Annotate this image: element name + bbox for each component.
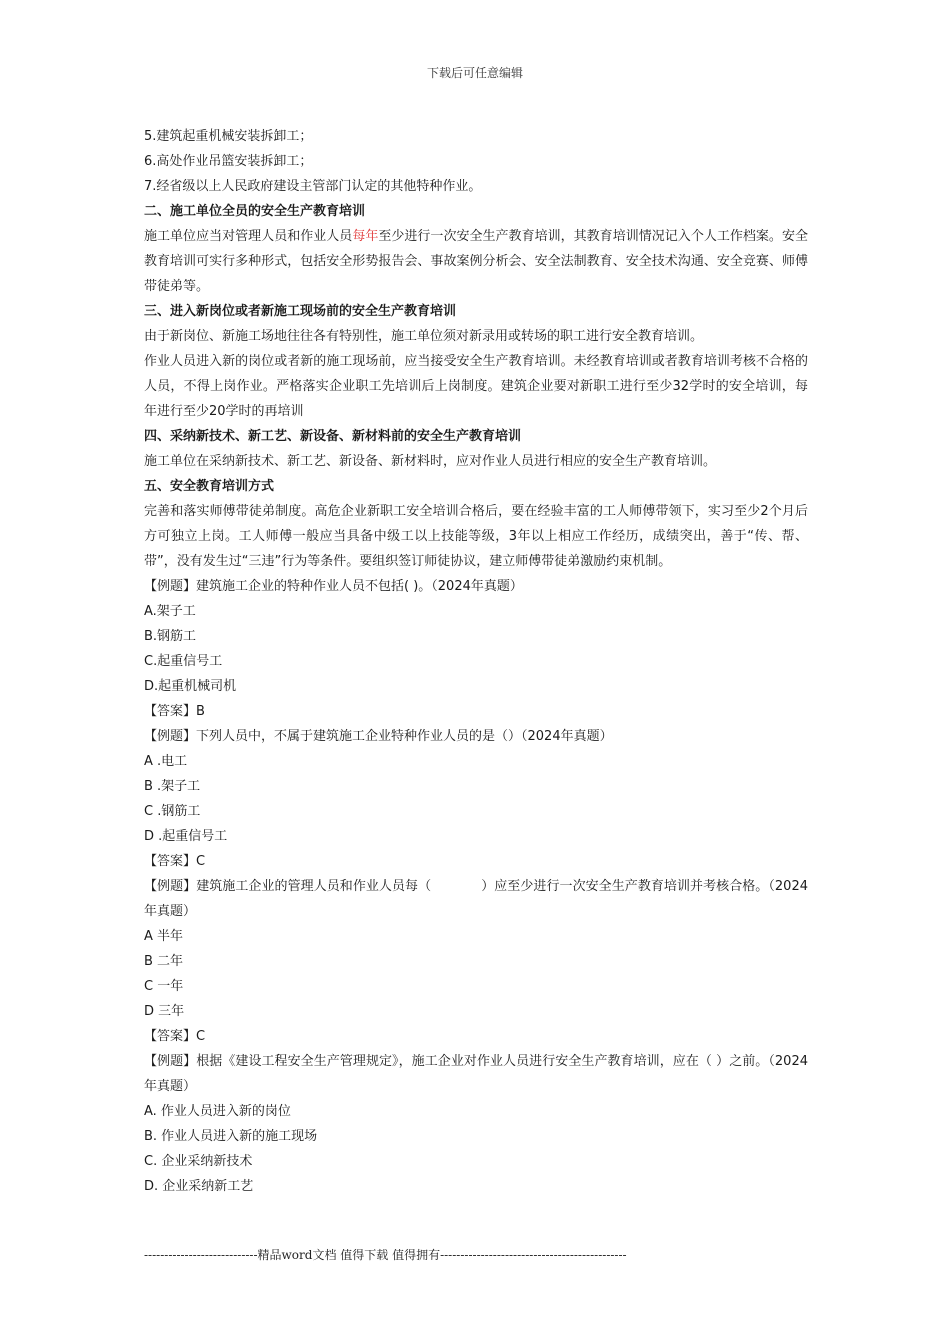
highlighted-text: 每年 xyxy=(352,229,379,244)
page-header: 下载后可任意编辑 xyxy=(426,66,523,80)
section-heading: 四、采纳新技术、新工艺、新设备、新材料前的安全生产教育培训 xyxy=(144,429,522,444)
option: D .起重信号工 xyxy=(144,829,228,844)
question-stem xyxy=(144,874,808,924)
question-stem: 【例题】下列人员中，不属于建筑施工企业特种作业人员的是（）（2024年真题） xyxy=(144,729,613,744)
paragraph: 由于新岗位、新施工场地往往各有特别性，施工单位须对新录用或转场的职工进行安全教育培训。 xyxy=(144,329,704,344)
page-footer: ----------------------------精品word文档 值得下载 值得拥有---------------------------------------------- xyxy=(144,1248,627,1262)
list-item: 6.高处作业吊篮安装拆卸工； xyxy=(144,154,313,169)
option: B.钢筋工 xyxy=(144,629,197,644)
list-item: 7.经省级以上人民政府建设主管部门认定的其他特种作业。 xyxy=(144,179,482,194)
option: D.起重机械司机 xyxy=(144,679,237,694)
section-heading: 二、施工单位全员的安全生产教育培训 xyxy=(144,204,366,219)
question-text: 【例题】建筑施工企业的管理人员和作业人员每（ xyxy=(144,879,432,894)
option: C.起重信号工 xyxy=(144,654,223,669)
option: D 三年 xyxy=(144,1004,185,1019)
paragraph-text: 施工单位应当对管理人员和作业人员 xyxy=(144,229,353,244)
option: C .钢筋工 xyxy=(144,804,201,819)
option: B 二年 xyxy=(144,954,184,969)
section-heading: 三、进入新岗位或者新施工现场前的安全生产教育培训 xyxy=(144,304,457,319)
paragraph: 完善和落实师傅带徒弟制度。高危企业新职工安全培训合格后，要在经验丰富的工人师傅带领下，实习至少2个月后方可独立上岗。工人师傅一般应当具备中级工以上技能等级，3年以上相应工作经历，成绩突出，善于“传、帮、带”，没有发生过“三违”行为等条件。要组织签订师徒协议，建立师傅带徒弟激励约束机制。 xyxy=(144,504,808,569)
question-stem: 【例题】根据《建设工程安全生产管理规定》，施工企业对作业人员进行安全生产教育培训，应在（ ）之前。（2024年真题） xyxy=(144,1054,808,1094)
paragraph: 施工单位在采纳新技术、新工艺、新设备、新材料时，应对作业人员进行相应的安全生产教育培训。 xyxy=(144,454,717,469)
option: A.架子工 xyxy=(144,604,196,619)
section-heading: 五、安全教育培训方式 xyxy=(144,479,275,494)
answer: 【答案】B xyxy=(144,704,205,719)
paragraph xyxy=(144,224,808,299)
answer: 【答案】C xyxy=(144,1029,206,1044)
option: C. 企业采纳新技术 xyxy=(144,1154,253,1169)
paragraph: 作业人员进入新的岗位或者新的施工现场前，应当接受安全生产教育培训。未经教育培训或者教育培训考核不合格的人员，不得上岗作业。严格落实企业职工先培训后上岗制度。建筑企业要对新职工进行至少32学时的安全培训，每年进行至少20学时的再培训 xyxy=(144,354,808,419)
question-stem: 【例题】建筑施工企业的特种作业人员不包括( )。（2024年真题） xyxy=(144,579,523,594)
option: B. 作业人员进入新的施工现场 xyxy=(144,1129,318,1144)
option: B .架子工 xyxy=(144,779,201,794)
paragraph-text: 至少进行一次安全生产教育培训，其教育培训情况记入个人工作档案。安全教育培训可实行多种形式，包括安全形势报告会、事故案例分析会、安全法制教育、安全技术沟通、安全竞赛、师傅带徒弟等。 xyxy=(144,229,808,294)
answer: 【答案】C xyxy=(144,854,206,869)
option: D. 企业采纳新工艺 xyxy=(144,1179,254,1194)
option: A .电工 xyxy=(144,754,188,769)
option: A. 作业人员进入新的岗位 xyxy=(144,1104,291,1119)
document-body xyxy=(144,124,808,1199)
list-item: 5.建筑起重机械安装拆卸工； xyxy=(144,129,313,144)
option: A 半年 xyxy=(144,929,184,944)
question-text: ）应至少进行一次安全生产教育培训并考核合格。（2024年真题） xyxy=(144,879,808,919)
option: C 一年 xyxy=(144,979,184,994)
